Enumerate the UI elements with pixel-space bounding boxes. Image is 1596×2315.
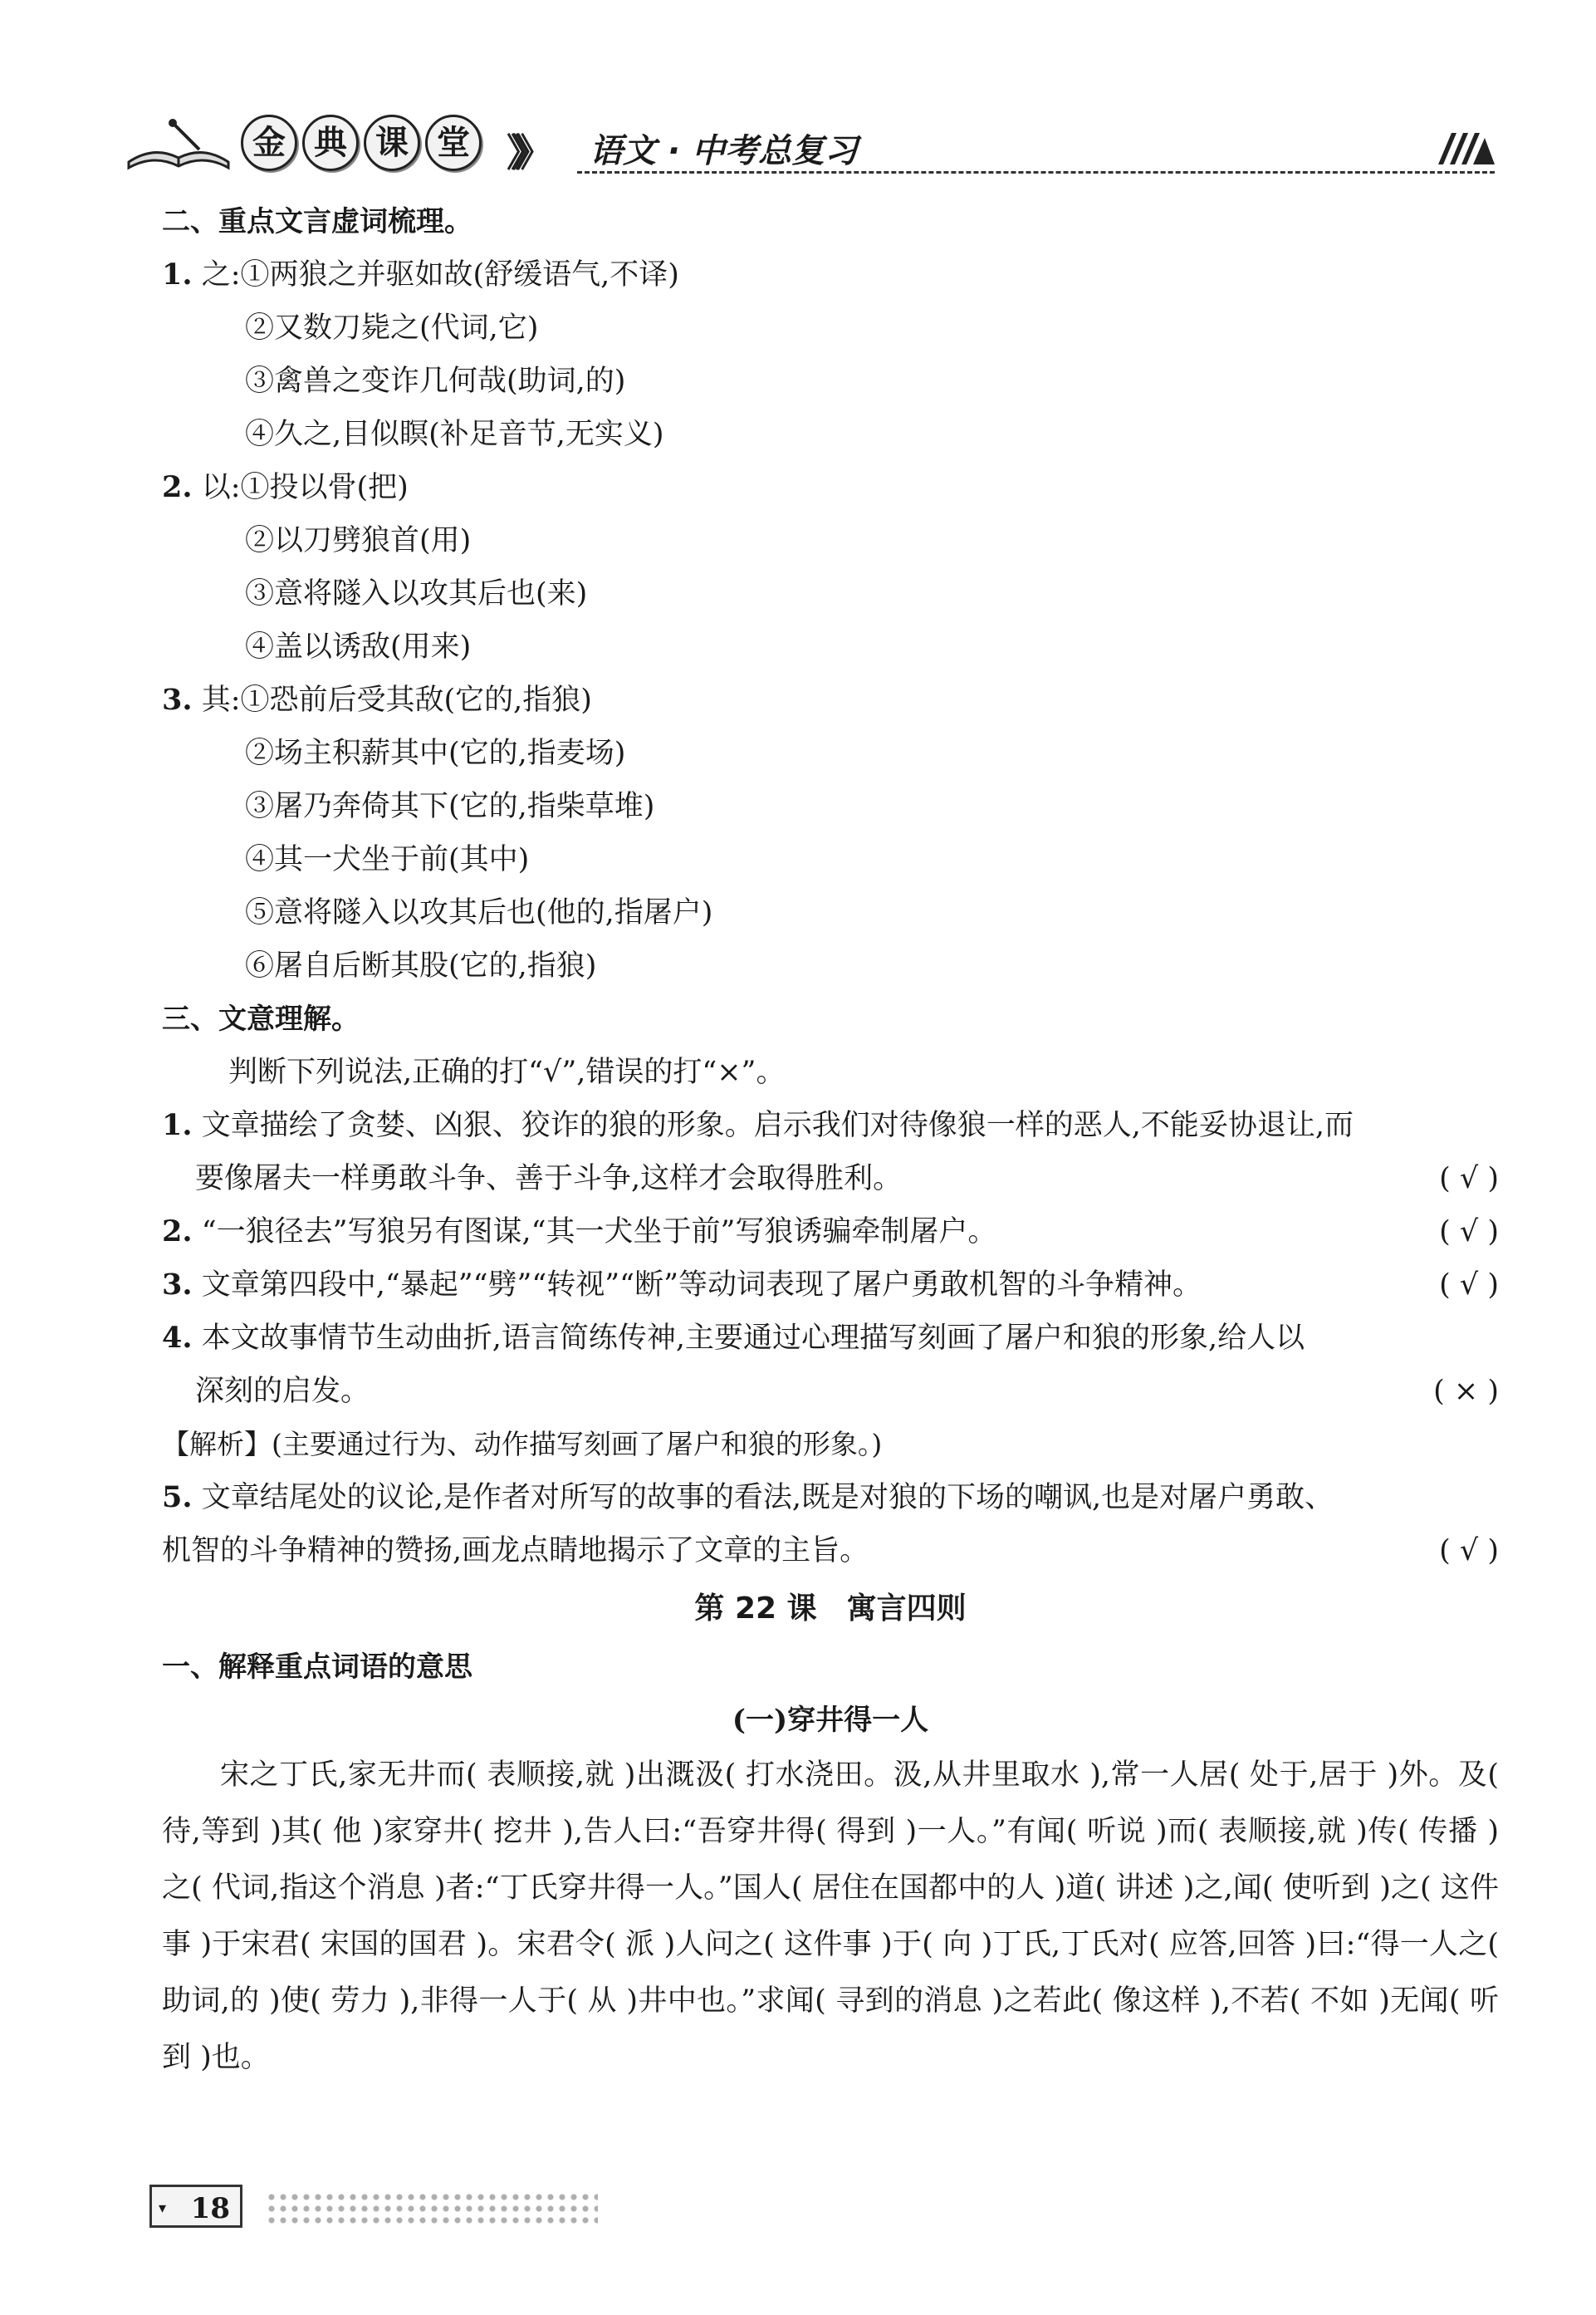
story-title: (一)穿井得一人 xyxy=(732,1704,929,1737)
list-item: ②以刀劈狼首(用) xyxy=(245,524,472,557)
header-divider xyxy=(577,171,1495,174)
lesson-title: 第 22 课 寓言四则 xyxy=(694,1592,967,1626)
instruction-text: 判断下列说法,正确的打“√”,错误的打“×”。 xyxy=(228,1056,786,1089)
list-item: 2. 以:①投以骨(把) xyxy=(162,470,409,504)
judge-item-cont: 要像屠夫一样勇敢斗争、善于斗争,这样才会取得胜利。 ( √ ) xyxy=(162,1152,1499,1205)
brand-char: 课 xyxy=(364,115,420,171)
list-item: ②又数刀毙之(代词,它) xyxy=(245,311,539,345)
answer-mark: ( √ ) xyxy=(1439,1268,1499,1302)
page-header xyxy=(125,100,1495,183)
list-item: ③屠乃奔倚其下(它的,指柴草堆) xyxy=(245,790,655,823)
answer-mark: ( × ) xyxy=(1433,1375,1499,1408)
brand-char: 典 xyxy=(302,115,359,171)
list-item: 1. 之:①两狼之并驱如故(舒缓语气,不译) xyxy=(162,257,679,292)
list-item: ④其一犬坐于前(其中) xyxy=(245,843,530,876)
list-item: ③意将隧入以攻其后也(来) xyxy=(245,577,588,611)
list-item: ④盖以诱敌(用来) xyxy=(245,630,472,664)
judge-item: 4. 本文故事情节生动曲折,语言简练传神,主要通过心理描写刻画了屠户和狼的形象,给人以 xyxy=(162,1321,1305,1355)
list-item: ⑥屠自后断其股(它的,指狼) xyxy=(245,949,597,983)
judge-item: 1. 文章描绘了贪婪、凶狠、狡诈的狼的形象。启示我们对待像狼一样的恶人,不能妥协退让,而 xyxy=(162,1108,1354,1142)
page-footer xyxy=(149,2185,614,2234)
open-book-icon xyxy=(125,116,233,174)
brand-logo xyxy=(241,115,482,171)
judge-item: 3. 文章第四段中,“暴起”“劈”“转视”“断”等动词表现了屠户勇敢机智的斗争精神。 ( √ ) xyxy=(162,1258,1499,1312)
section-title: 一、解释重点词语的意思 xyxy=(162,1650,472,1684)
story-text: 宋之丁氏,家无井而( 表顺接,就 )出溉汲( 打水浇田。汲,从井里取水 ),常一人居( 处于,居于 )外。及( 待,等到 )其( 他 )家穿井( 挖井 ),告人曰:“吾穿井得( 得到 )一人。”有闻( 听说 )而( 表顺接,就 )传( 传播 )之( 代词,指这个消息 )者:“丁氏穿井得一人。”国人( 居住在国都中的人 )道( 讲述 )之,闻( 使听到 )之( 这件事 )于宋君( 宋国的国君 )。宋君令( 派 )人问之( 这件事 )于( 向 )丁氏,丁氏对( 应答,回答 )曰:“得一人之( 助词,的 )使( 劳力 ),非得一人于( 从 )井中也。”求闻( 寻到的消息 )之若此( 像这样 ),不若( 不如 )无闻( 听到 )也。 xyxy=(162,1758,1499,2074)
analysis-note: 【解析】(主要通过行为、动作描写刻画了屠户和狼的形象。) xyxy=(162,1428,883,1460)
corner-stripes-icon xyxy=(1437,130,1495,166)
brand-char: 堂 xyxy=(425,115,482,171)
section-title: 三、文意理解。 xyxy=(162,1003,360,1036)
list-item: ③禽兽之变诈几何哉(助词,的) xyxy=(245,365,626,398)
chevron-arrows-icon: 》》》 xyxy=(507,130,538,175)
answer-mark: ( √ ) xyxy=(1439,1534,1499,1567)
section-title: 二、重点文言虚词梳理。 xyxy=(162,205,472,238)
answer-mark: ( √ ) xyxy=(1439,1162,1499,1195)
judge-item: 5. 文章结尾处的议论,是作者对所写的故事的看法,既是对狼的下场的嘲讽,也是对屠户勇敢、 xyxy=(162,1480,1334,1514)
judge-item: 2. “一狼径去”写狼另有图谋,“其一犬坐于前”写狼诱骗牵制屠户。 ( √ ) xyxy=(162,1205,1499,1258)
answer-mark: ( √ ) xyxy=(1439,1215,1499,1248)
judge-item-cont: 机智的斗争精神的赞扬,画龙点睛地揭示了文章的主旨。 ( √ ) xyxy=(162,1524,1499,1577)
list-item: 3. 其:①恐前后受其敌(它的,指狼) xyxy=(162,683,592,717)
page-number: ▾ 18 xyxy=(149,2185,242,2228)
list-item: ④久之,目似瞑(补足音节,无实义) xyxy=(245,418,664,451)
judge-item-cont: 深刻的启发。 ( × ) xyxy=(162,1365,1499,1418)
subject-title: 语文 · 中考总复习 xyxy=(590,132,859,170)
triangle-marker-icon: ▾ xyxy=(159,2200,167,2217)
list-item: ⑤意将隧入以攻其后也(他的,指屠户) xyxy=(245,896,713,929)
brand-char: 金 xyxy=(241,115,297,171)
list-item: ②场主积薪其中(它的,指麦场) xyxy=(245,737,626,770)
dot-pattern xyxy=(266,2191,598,2224)
page-content xyxy=(162,195,1499,2086)
